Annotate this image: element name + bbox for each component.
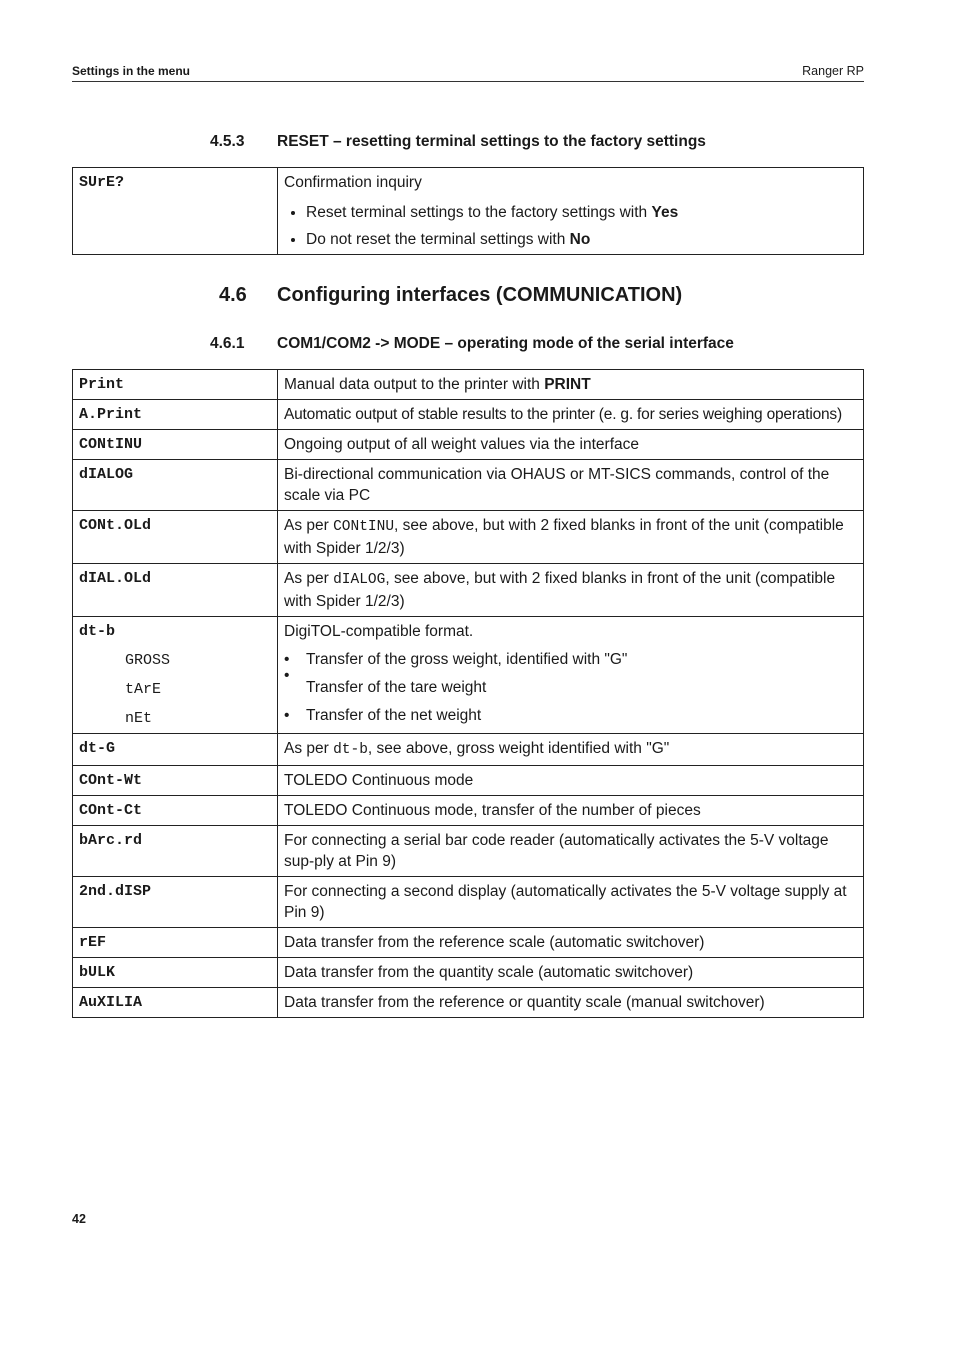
menu-code: dt-G [73, 734, 278, 766]
item-text: Reset terminal settings to the factory settings with [306, 204, 652, 221]
row-description: Automatic output of stable results to the printer (e. g. for series weighing operations) [278, 400, 864, 430]
row-description: Bi-directional communication via OHAUS or MT-SICS commands, control of the scale via PC [278, 460, 864, 511]
table-row [73, 796, 864, 826]
row-description: For connecting a serial bar code reader (automatically activates the 5-V voltage sup-ply at Pin 9) [278, 826, 864, 877]
row-description [278, 564, 864, 617]
row-description: For connecting a second display (automatically activates the 5-V voltage supply at Pin 9) [278, 877, 864, 928]
table-row [73, 877, 864, 928]
list-item [284, 649, 857, 670]
description-text: Manual data output to the printer with [284, 376, 545, 393]
row-description [278, 511, 864, 564]
option-list [284, 202, 857, 250]
list-item [306, 229, 857, 250]
menu-code: dIAL.OLd [73, 564, 278, 617]
menu-code: COnt-Ct [73, 796, 278, 826]
menu-code: bULK [73, 958, 278, 988]
menu-code: CONtINU [73, 430, 278, 460]
row-description [278, 617, 864, 734]
table-row [73, 370, 864, 400]
section-4-6-1-heading [210, 335, 850, 355]
description-text: As per [284, 740, 334, 757]
table-row [73, 928, 864, 958]
menu-reference: dIALOG [333, 572, 386, 588]
description-text: As per [284, 517, 334, 534]
menu-code: dt-b [79, 623, 116, 640]
bullet-icon: • [284, 667, 290, 684]
section-number: 4.5.3 [210, 133, 245, 150]
menu-code: Print [73, 370, 278, 400]
menu-code: rEF [73, 928, 278, 958]
section-title: RESET – resetting terminal settings to the factory settings [277, 133, 706, 150]
table-row [73, 400, 864, 430]
table-row [73, 958, 864, 988]
menu-reference: dt-b [333, 742, 368, 758]
section-4-5-3-heading [210, 133, 850, 153]
section-title: Configuring interfaces (COMMUNICATION) [277, 284, 683, 306]
description-text: DigiTOL-compatible format. [284, 623, 474, 640]
section-title: COM1/COM2 -> MODE – operating mode of the serial interface [277, 335, 734, 352]
menu-code: CONt.OLd [73, 511, 278, 564]
sub-option-tare: tArE [125, 681, 162, 698]
description-text: Confirmation inquiry [284, 174, 422, 191]
row-description [278, 370, 864, 400]
header-rule [72, 81, 864, 82]
table-row [73, 988, 864, 1018]
row-description [278, 734, 864, 766]
menu-code: dIALOG [73, 460, 278, 511]
table-row [73, 826, 864, 877]
row-description: Ongoing output of all weight values via the interface [278, 430, 864, 460]
table-row [73, 734, 864, 766]
row-description: Data transfer from the reference or quantity scale (manual switchover) [278, 988, 864, 1018]
item-text: Transfer of the net weight [306, 707, 482, 724]
sub-option-net: nEt [125, 710, 153, 727]
description-text: , see above, but with 2 fixed blanks in front of the unit (compatible with Spider 1/2/3) [284, 517, 844, 557]
item-text: Transfer of the tare weight [306, 679, 487, 696]
table-row [73, 460, 864, 511]
table-row [73, 617, 864, 734]
item-keyword: No [569, 231, 591, 248]
row-description [278, 168, 864, 255]
item-text: Do not reset the terminal settings with [306, 231, 570, 248]
list-item [306, 202, 857, 223]
description-text: , see above, gross weight identified with "G" [367, 740, 670, 757]
menu-code: SUrE? [73, 168, 278, 255]
bullet-icon: • [284, 707, 290, 724]
mode-table [72, 369, 864, 1018]
menu-code-group [73, 617, 278, 734]
key-label: PRINT [544, 376, 591, 393]
section-number: 4.6.1 [210, 335, 245, 352]
page-number: 42 [72, 1212, 86, 1226]
table-row [73, 511, 864, 564]
item-text: Transfer of the gross weight, identified with "G" [306, 651, 628, 668]
item-keyword: Yes [651, 204, 679, 221]
table-row [73, 168, 864, 255]
menu-code: AuXILIA [73, 988, 278, 1018]
row-description: Data transfer from the quantity scale (automatic switchover) [278, 958, 864, 988]
menu-code: A.Print [73, 400, 278, 430]
reset-table [72, 167, 864, 255]
bullet-icon: • [284, 651, 290, 668]
running-header-product: Ranger RP [802, 64, 864, 78]
table-row [73, 766, 864, 796]
menu-code: bArc.rd [73, 826, 278, 877]
description-text: As per [284, 570, 334, 587]
table-row [73, 430, 864, 460]
running-header-section: Settings in the menu [72, 64, 191, 78]
menu-reference: CONtINU [333, 519, 395, 535]
menu-code: 2nd.dISP [73, 877, 278, 928]
row-description: TOLEDO Continuous mode, transfer of the number of pieces [278, 796, 864, 826]
row-description: TOLEDO Continuous mode [278, 766, 864, 796]
list-item [284, 705, 857, 726]
list-item [284, 667, 857, 698]
section-number: 4.6 [219, 284, 247, 306]
row-description: Data transfer from the reference scale (automatic switchover) [278, 928, 864, 958]
menu-code: COnt-Wt [73, 766, 278, 796]
table-row [73, 564, 864, 617]
section-4-6-heading [219, 284, 859, 310]
sub-option-gross: GROSS [125, 652, 171, 669]
description-text: , see above, but with 2 fixed blanks in front of the unit (compatible with Spider 1/2/3) [284, 570, 836, 610]
